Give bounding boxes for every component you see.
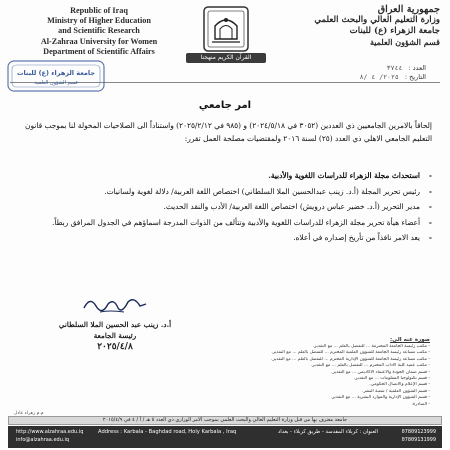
signatory-name: أ.د. زينب عبد الحسين الملا السلطاني (58, 320, 172, 329)
date-label: التاريخ : (404, 73, 426, 81)
document-title: امر جامعي (198, 100, 252, 111)
cc-line: - قسم ضمان الجودة والاعتماد الأكاديمي ... مع التقدير. (210, 370, 430, 376)
list-item: - أعضاء هيأة تحرير مجلة الزهراء للدراسات اللغوية والأدبية وتتألف من الذوات المدرجة اسماؤهم في الجدول المرافق ربطاً. (30, 217, 432, 230)
address-english: Address : Karbala - Baghdad road, Holy Karbala , Iraq (98, 429, 237, 435)
cc-line: - مكتب رئيسة الجامعة المحترمة ... للتفضل بالعلم ... مع التقدير. (210, 344, 430, 350)
number-label: العدد : (408, 64, 426, 72)
handwritten-signature-icon (80, 292, 150, 316)
cc-line: - مكتب مساعد رئيسة الجامعة للشؤون العلمية المحترم ... للتفضل بالعلم ... مع التقدير. (210, 350, 430, 356)
cc-line: - قسم تكنولوجيا المعلومات ... مع التقدير. (210, 376, 430, 382)
university-logo-icon (203, 6, 249, 52)
logo-caption: القرآن الكريم منهجنا (186, 53, 266, 63)
number-value: ٣٧٤٤ (386, 64, 403, 72)
date-value: ٢٠٢٥/ ٤ /٨ (359, 73, 399, 81)
signature-block (40, 292, 190, 353)
stamp-text: جامعة الزهراء (ع) للبنات (16, 69, 96, 77)
header-en-line: Republic of Iraq (70, 6, 128, 15)
header-en-line: Ministry of Higher Education (47, 16, 151, 26)
cc-title: صورة عنه الى: (389, 337, 430, 343)
cc-line: - مكتب مساعد رئيسة الجامعة للشؤون الإدارية المحترم ... للتفضل بالعلم ... مع التقدير. (210, 357, 430, 363)
list-item: - يعد الامر نافذاً من تأريخ إصداره في أعلاه. (30, 232, 432, 245)
stamp-subtext: قسم الشؤون العلمية (34, 80, 78, 86)
header-ar-line: جمهورية العراق (377, 4, 440, 15)
header-english (14, 6, 184, 57)
cc-list (210, 344, 430, 408)
header-en-line: Department of Scientific Affairs (43, 46, 155, 56)
cc-line: - قسم الإعلام والاتصال الحكومي. (210, 382, 430, 388)
official-stamp-icon (6, 58, 106, 94)
signature-date: ٢٠٢٥/٤/٨ (97, 342, 133, 352)
header-ar-line: قسم الشؤون العلمية (369, 37, 440, 47)
website-link[interactable]: http://www.alzahraa.edu.iq (16, 429, 84, 435)
paragraph-intro: إلحاقاً بالامرين الجامعيين ذي العددين (٣٠٥٢ في ٢٠٢٤/٥/١٨) و (٩٨٥ في ٢٠٢٥/٢/١٢) واستناداً الى الصلاحيات المخولة لنا بموجب قانون التعليم الجامعي الاهلي ذي العدد (٢٥) لسنة ٢٠١٦ ولمقتضيات مصلحة العمل تقرر: (25, 121, 432, 143)
header-ar-line: وزارة التعليم العالي والبحث العلمي (314, 15, 440, 25)
cc-line: - قسم الشؤون العلمية / شعبة النشر. (210, 389, 430, 395)
address-arabic: العنوان : كربلاء المقدسة - طريق كربلاء - بغداد (277, 429, 378, 435)
accreditation-bar: جامعة معترف بها من قبل وزارة التعليم العالي والبحث العلمي بموجب الامر الوزاري ذي العدد ٥ هـ / أ / ٤ في ٢٠١٥/٤/٩ (8, 416, 442, 425)
list-item: - رئيس تحرير المجلة (أ.د. زينب عبدالحسين الملا السلطاني) اختصاص اللغة العربية/ دلالة لغوية ولسانيات. (30, 186, 432, 199)
phone-numbers (386, 428, 436, 444)
list-item: - استحداث مجلة الزهراء للدراسات اللغوية والأدبية. (30, 170, 432, 183)
header-arabic (280, 4, 440, 48)
cc-line: - الصادرة. (210, 402, 430, 408)
phone-number: 07809131999 (401, 437, 436, 443)
signatory-role: رئيسة الجامعة (93, 331, 137, 340)
decision-list (30, 170, 432, 248)
cc-line: - قسم الشؤون الإدارية والموارد البشرية ... مع التقدير. (210, 395, 430, 401)
header-ar-line: جامعة الزهراء (ع) للبنات (349, 26, 440, 36)
document-number (336, 64, 426, 72)
phone-number: 07809123999 (401, 429, 436, 435)
footer-web (16, 428, 96, 444)
cc-line: - مكتب عميد كلية الآداب المحترم ... للتفضل بالعلم ... مع التقدير. (210, 363, 430, 369)
document-date (336, 73, 426, 81)
header-en-line: and Scientific Research (58, 26, 140, 36)
preparer-note: م.م زهراء عادل (14, 411, 44, 416)
footer-bar (8, 426, 442, 448)
header-en-line: Al-Zahraa University for Women (40, 36, 158, 46)
email-link[interactable]: info@alzahraa.edu.iq (16, 437, 70, 443)
list-item: - مدير التحرير (أ.د. خضير عباس درويش) اختصاص اللغة العربية/ الأدب والنقد الحديث. (30, 201, 432, 214)
